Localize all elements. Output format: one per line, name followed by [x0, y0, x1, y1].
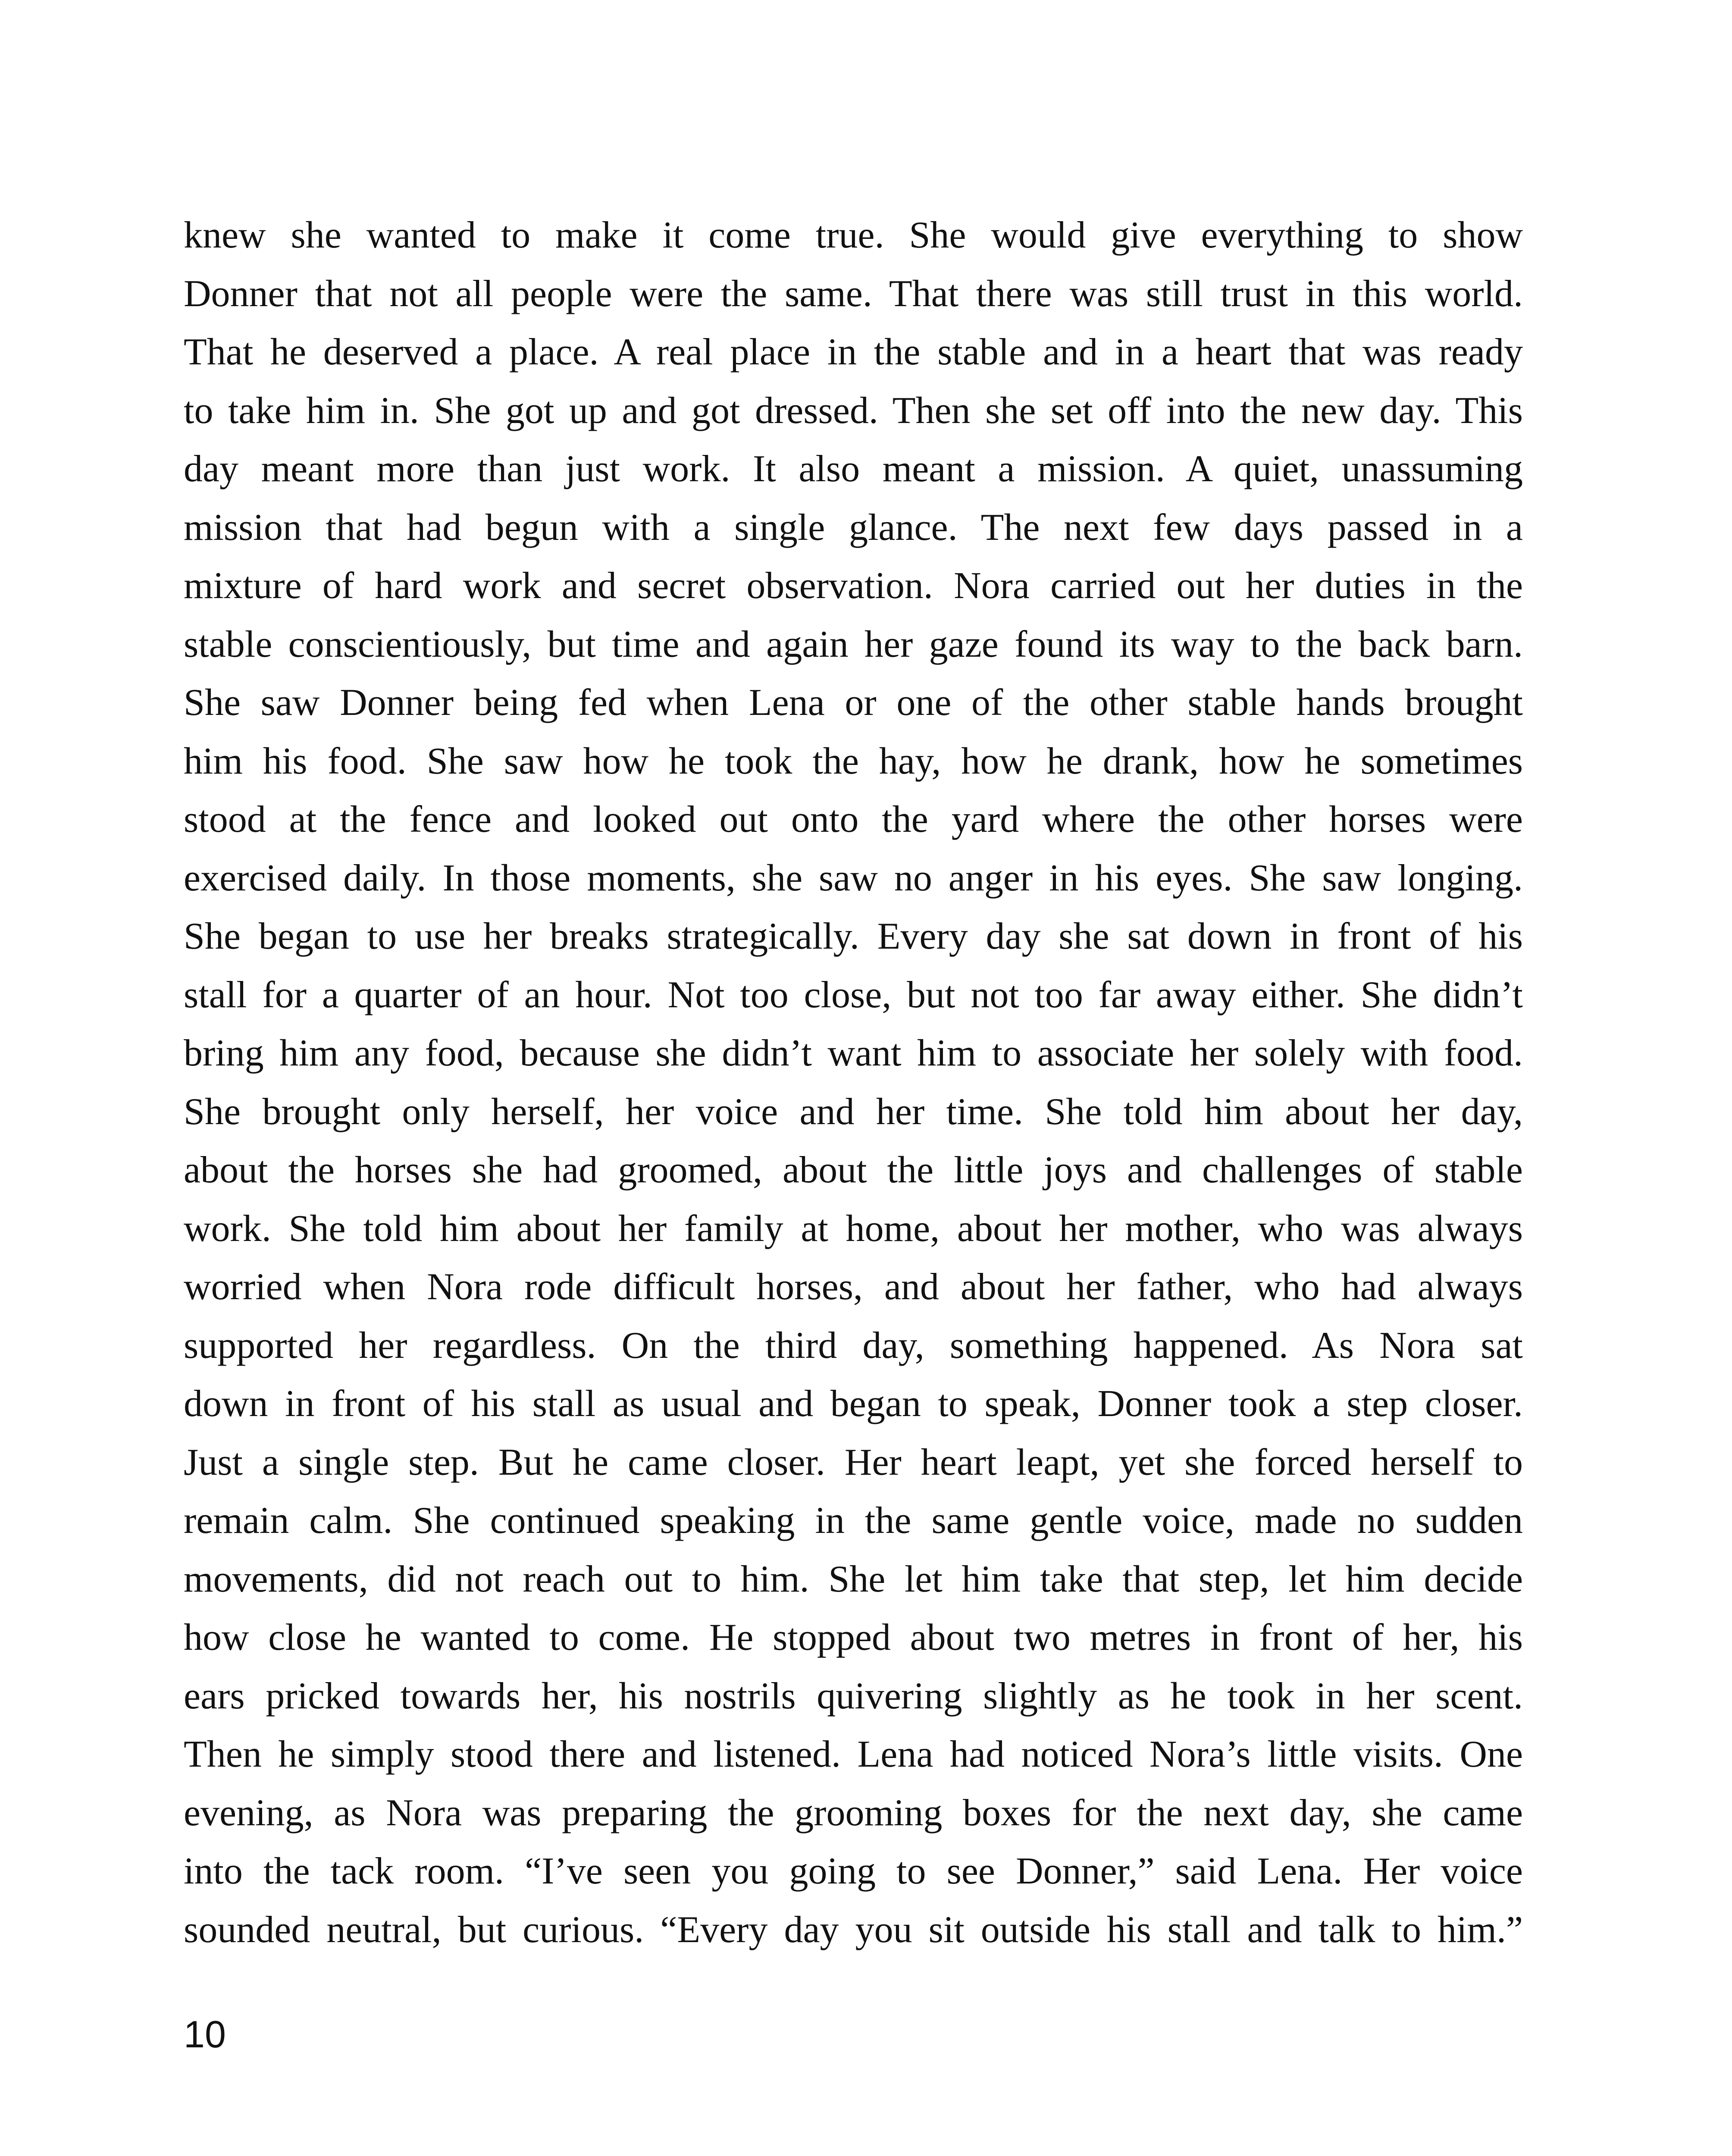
text-line: mixture of hard work and secret observation. Nora carried out her duties in the: [184, 565, 1523, 607]
text-line: remain calm. She continued speaking in the same gentle voice, made no sudden: [184, 1500, 1523, 1542]
page-number: 10: [184, 2013, 226, 2056]
text-line: knew she wanted to make it come true. She would give everything to show: [184, 214, 1523, 256]
text-line: sounded neutral, but curious. “Every day you sit outside his stall and talk to him.”: [184, 1908, 1523, 1951]
text-line: how close he wanted to come. He stopped about two metres in front of her, his: [184, 1617, 1523, 1658]
text-line: stood at the fence and looked out onto the yard where the other horses were: [184, 799, 1523, 840]
text-line: day meant more than just work. It also meant a mission. A quiet, unassuming: [184, 448, 1523, 490]
body-text: [184, 206, 1523, 1959]
text-line: stall for a quarter of an hour. Not too close, but not too far away either. She didn’t: [184, 974, 1523, 1016]
text-line: Then he simply stood there and listened. Lena had noticed Nora’s little visits. One: [184, 1733, 1523, 1775]
text-line: him his food. She saw how he took the hay, how he drank, how he sometimes: [184, 740, 1523, 782]
text-line: into the tack room. “I’ve seen you going to see Donner,” said Lena. Her voice: [184, 1850, 1523, 1892]
text-line: Donner that not all people were the same. That there was still trust in this world.: [184, 273, 1523, 315]
text-line: stable conscientiously, but time and again her gaze found its way to the back barn.: [184, 623, 1523, 665]
text-line: about the horses she had groomed, about the little joys and challenges of stable: [184, 1149, 1523, 1191]
text-line: ears pricked towards her, his nostrils quivering slightly as he took in her scent.: [184, 1675, 1523, 1717]
text-line: That he deserved a place. A real place in the stable and in a heart that was ready: [184, 331, 1523, 373]
text-line: down in front of his stall as usual and began to speak, Donner took a step closer.: [184, 1383, 1523, 1425]
text-line: work. She told him about her family at home, about her mother, who was always: [184, 1207, 1523, 1250]
text-line: She brought only herself, her voice and her time. She told him about her day,: [184, 1091, 1523, 1133]
text-line: supported her regardless. On the third day, something happened. As Nora sat: [184, 1324, 1523, 1366]
text-line: bring him any food, because she didn’t want him to associate her solely with food.: [184, 1032, 1523, 1074]
text-line: exercised daily. In those moments, she saw no anger in his eyes. She saw longing.: [184, 857, 1523, 899]
text-line: Just a single step. But he came closer. Her heart leapt, yet she forced herself to: [184, 1441, 1523, 1483]
text-line: worried when Nora rode difficult horses, and about her father, who had always: [184, 1266, 1523, 1308]
text-line: She saw Donner being fed when Lena or one of the other stable hands brought: [184, 682, 1523, 724]
text-line: evening, as Nora was preparing the grooming boxes for the next day, she came: [184, 1792, 1523, 1834]
text-line: to take him in. She got up and got dressed. Then she set off into the new day. This: [184, 389, 1523, 432]
text-line: She began to use her breaks strategically. Every day she sat down in front of his: [184, 915, 1523, 957]
text-line: mission that had begun with a single glance. The next few days passed in a: [184, 506, 1523, 548]
text-line: movements, did not reach out to him. She let him take that step, let him decide: [184, 1558, 1523, 1600]
